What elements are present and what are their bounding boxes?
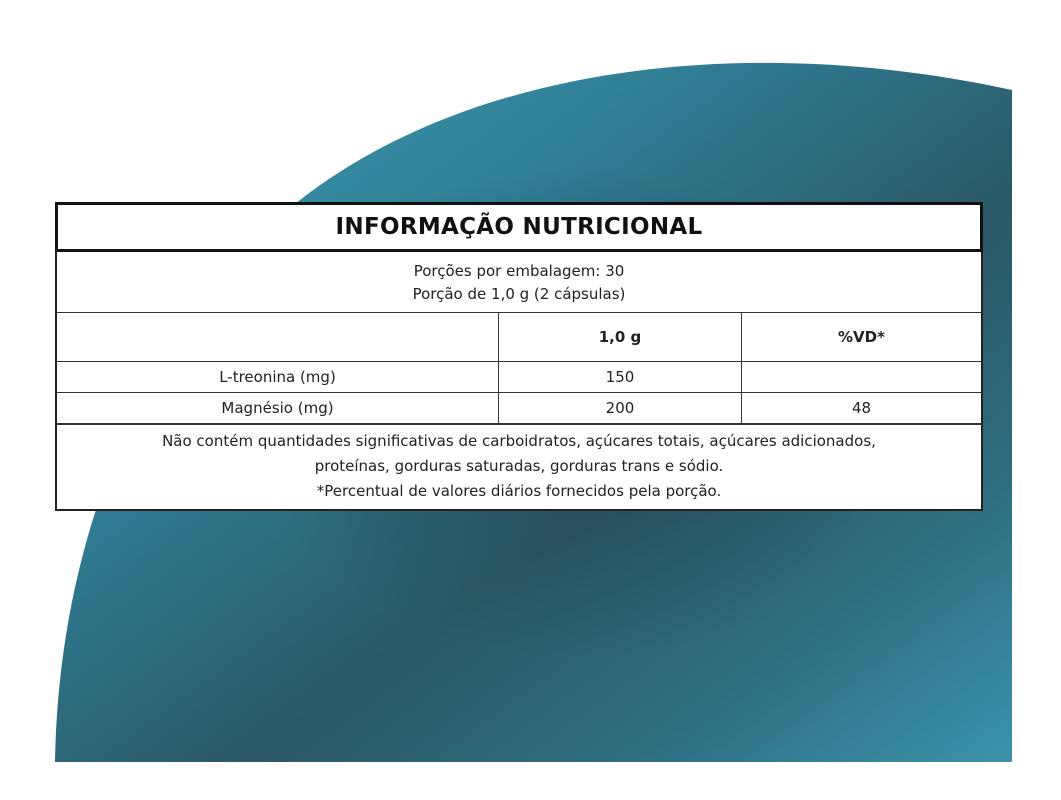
nutrition-facts-panel [55, 202, 983, 511]
footnote [57, 424, 981, 509]
serving-size: Porção de 1,0 g (2 cápsulas) [412, 285, 626, 303]
table-row [57, 393, 981, 424]
table-row [57, 362, 981, 393]
header-amount: 1,0 g [499, 313, 742, 362]
table-header-row [57, 313, 981, 362]
footnote-line-3: *Percentual de valores diários fornecidos pela porção. [316, 482, 722, 500]
nutrient-name: Magnésio (mg) [57, 393, 499, 424]
nutrient-dv [742, 362, 982, 393]
nutrition-table [57, 313, 981, 424]
nutrient-amount: 200 [499, 393, 742, 424]
nutrient-name: L-treonina (mg) [57, 362, 499, 393]
nutrient-amount: 150 [499, 362, 742, 393]
panel-title: INFORMAÇÃO NUTRICIONAL [55, 202, 983, 252]
footnote-line-1: Não contém quantidades significativas de carboidratos, açúcares totais, açúcares adicionados, [162, 432, 876, 450]
header-daily-value: %VD* [742, 313, 982, 362]
footnote-line-2: proteínas, gorduras saturadas, gorduras trans e sódio. [314, 457, 724, 475]
nutrient-dv: 48 [742, 393, 982, 424]
servings-per-package: Porções por embalagem: 30 [413, 262, 625, 280]
header-nutrient [57, 313, 499, 362]
serving-info [57, 252, 981, 313]
